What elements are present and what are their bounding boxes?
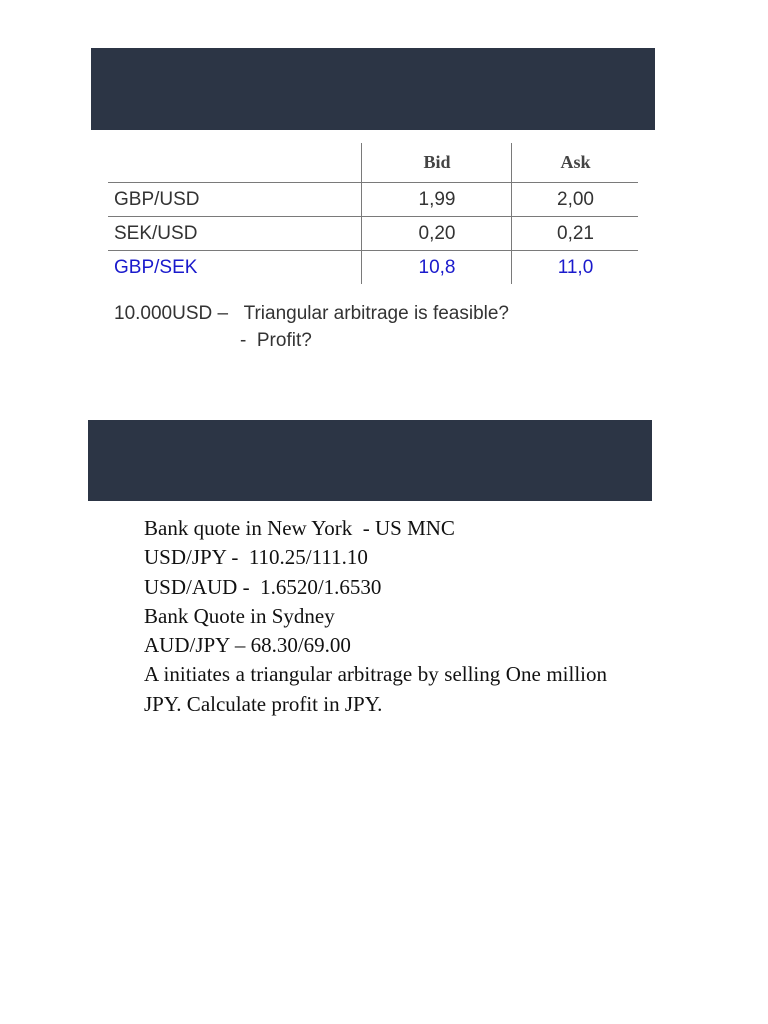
- profit-question: - Profit?: [240, 330, 312, 351]
- bid-value: 0,20: [361, 217, 512, 250]
- exchange-rate-table: [108, 143, 638, 284]
- problem-line: AUD/JPY – 68.30/69.00: [144, 633, 351, 658]
- title-banner-bottom: [88, 420, 652, 501]
- currency-pair: GBP/USD: [114, 188, 200, 210]
- ask-value: 11,0: [511, 251, 639, 284]
- problem-task: A initiates a triangular arbitrage by selling One million JPY. Calculate profit in JPY.: [144, 662, 607, 716]
- ask-value: 2,00: [511, 183, 639, 216]
- currency-pair: GBP/SEK: [114, 256, 198, 278]
- header-cell-pair: [114, 143, 359, 182]
- arbitrage-question: 10.000USD – Triangular arbitrage is feasible?: [114, 303, 510, 324]
- problem-line: USD/AUD - 1.6520/1.6530: [144, 574, 382, 599]
- bid-value: 10,8: [361, 251, 512, 284]
- ask-value: 0,21: [511, 217, 639, 250]
- problem-line: Bank quote in New York - US MNC: [144, 516, 455, 540]
- title-banner-top: [91, 48, 655, 130]
- problem-line: USD/JPY - 110.25/111.10: [144, 545, 368, 570]
- table-row: [108, 250, 638, 284]
- table-row: [108, 182, 638, 216]
- currency-pair: SEK/USD: [114, 222, 198, 244]
- table-row: [108, 216, 638, 250]
- problem-statement: [144, 514, 607, 719]
- problem-line: Bank Quote in Sydney: [144, 603, 335, 628]
- table-header-row: [108, 143, 638, 182]
- header-cell-bid: Bid: [361, 143, 512, 182]
- header-cell-ask: Ask: [511, 143, 639, 182]
- bid-value: 1,99: [361, 183, 512, 216]
